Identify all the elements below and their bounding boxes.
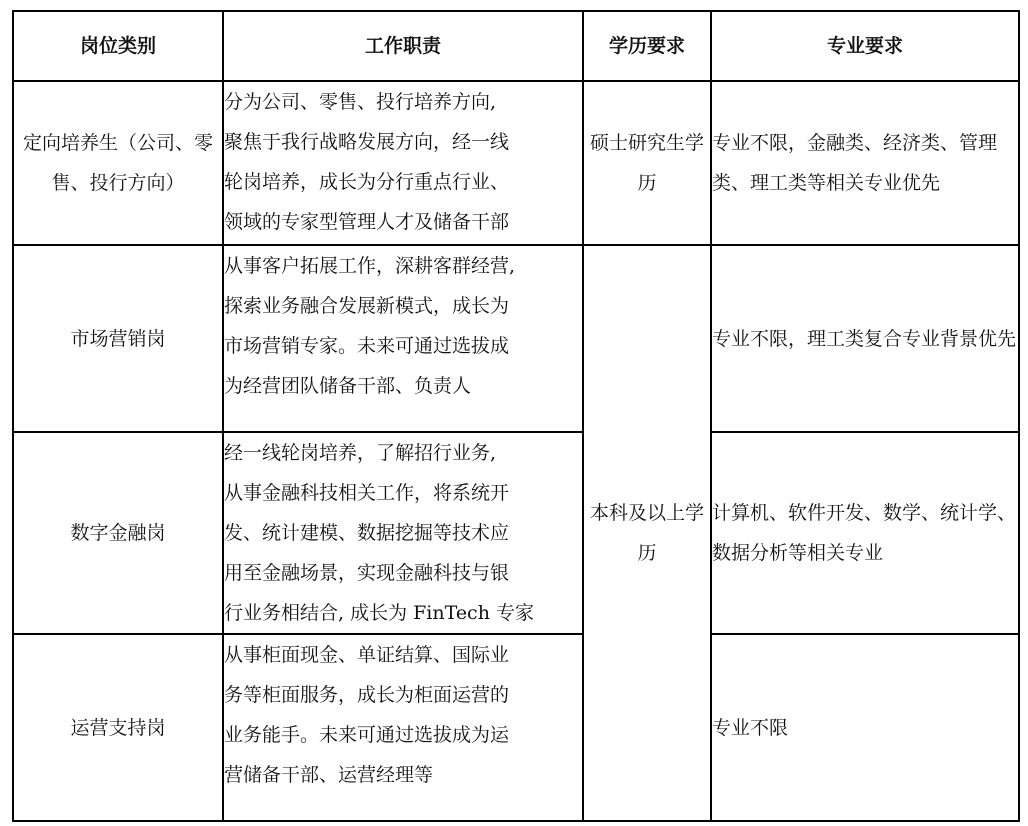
duty-line: 探索业务融合发展新模式，成长为 [224, 295, 510, 317]
duty-line: 从事金融科技相关工作，将系统开 [224, 482, 510, 504]
duty-line: 务等柜面服务，成长为柜面运营的 [224, 684, 510, 706]
job-requirements-table [12, 10, 1020, 822]
major-cell: 专业不限，理工类复合专业背景优先 [711, 245, 1019, 432]
table-row [13, 634, 1019, 821]
duty-line: 领域的专家型管理人才及储备干部 [224, 211, 510, 233]
duty-line: 分为公司、零售、投行培养方向, [224, 91, 497, 113]
major-cell: 专业不限 [711, 634, 1019, 821]
header-row [13, 11, 1019, 81]
table-row [13, 245, 1019, 432]
category-cell: 运营支持岗 [13, 634, 223, 821]
duty-line: 营储备干部、运营经理等 [224, 764, 434, 786]
duty-line: 为经营团队储备干部、负责人 [224, 375, 472, 397]
category-cell: 数字金融岗 [13, 432, 223, 634]
header-education: 学历要求 [583, 11, 711, 81]
category-cell: 定向培养生（公司、零售、投行方向） [13, 81, 223, 245]
education-cell-undergrad: 本科及以上学历 [583, 245, 711, 821]
duty-line: 用至金融场景，实现金融科技与银 [224, 562, 510, 584]
duties-cell [223, 81, 583, 245]
duty-line: 行业务相结合, 成长为 FinTech 专家 [224, 602, 534, 624]
table-row [13, 432, 1019, 634]
duty-line: 从事柜面现金、单证结算、国际业 [224, 644, 510, 666]
duty-line: 市场营销专家。未来可通过选拔成 [224, 335, 510, 357]
duty-line: 经一线轮岗培养，了解招行业务, [224, 442, 497, 464]
header-category: 岗位类别 [13, 11, 223, 81]
table-row [13, 81, 1019, 245]
duties-cell [223, 245, 583, 432]
duty-line: 业务能手。未来可通过选拔成为运 [224, 724, 510, 746]
duty-line: 聚焦于我行战略发展方向，经一线 [224, 131, 510, 153]
duty-line: 轮岗培养，成长为分行重点行业、 [224, 171, 510, 193]
duties-cell [223, 432, 583, 634]
education-cell-graduate: 硕士研究生学历 [583, 81, 711, 245]
header-duties: 工作职责 [223, 11, 583, 81]
major-cell: 专业不限，金融类、经济类、管理类、理工类等相关专业优先 [711, 81, 1019, 245]
duty-line: 从事客户拓展工作，深耕客群经营, [224, 255, 516, 277]
major-cell: 计算机、软件开发、数学、统计学、数据分析等相关专业 [711, 432, 1019, 634]
category-cell: 市场营销岗 [13, 245, 223, 432]
duties-cell [223, 634, 583, 821]
duty-line: 发、统计建模、数据挖掘等技术应 [224, 522, 510, 544]
header-major: 专业要求 [711, 11, 1019, 81]
